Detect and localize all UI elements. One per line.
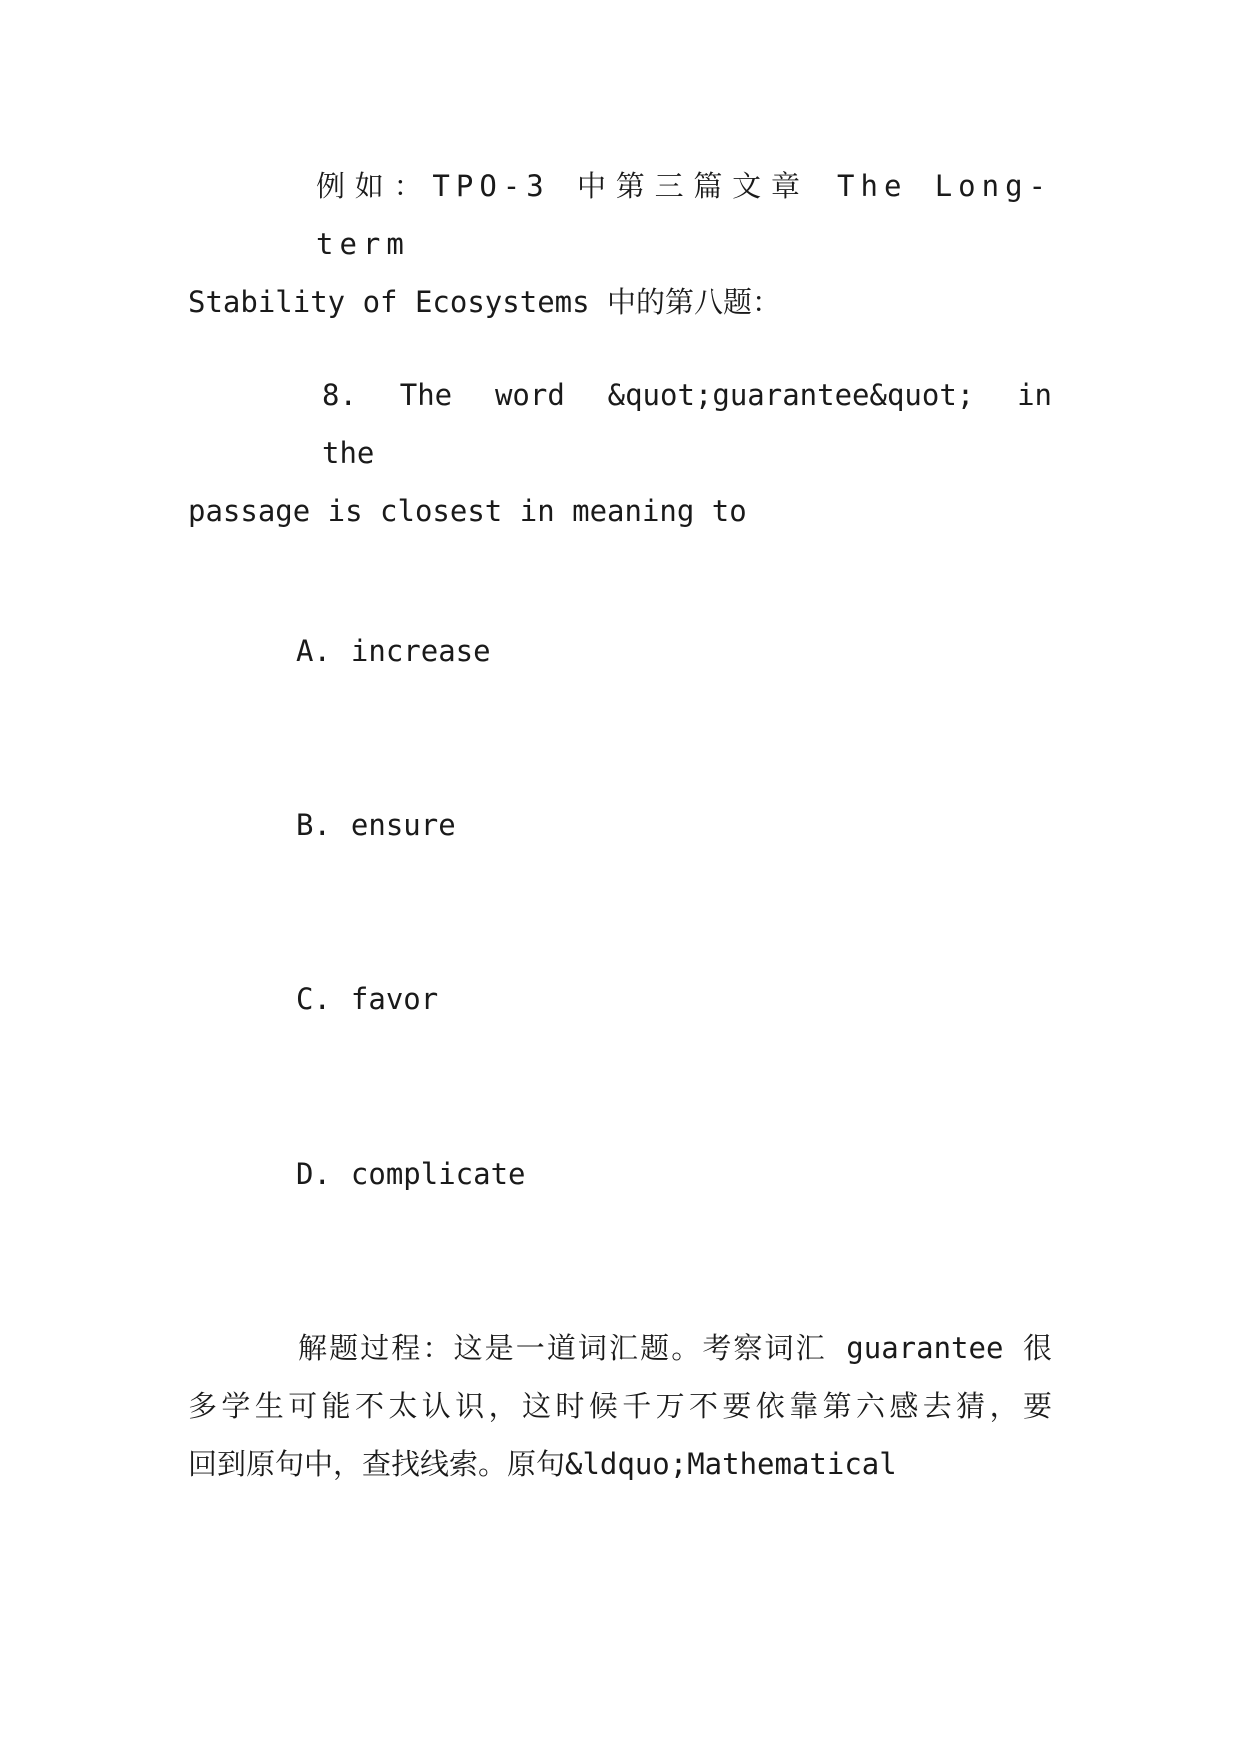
option-a-letter: A. xyxy=(296,634,331,668)
option-c-text: favor xyxy=(350,982,439,1016)
option-d-letter: D. xyxy=(296,1157,331,1191)
solution-line-1: 解题过程：这是一道词汇题。考察词汇 guarantee 很 xyxy=(298,1331,1052,1365)
option-a-text: increase xyxy=(350,634,491,668)
option-a xyxy=(296,622,491,680)
option-d xyxy=(296,1145,526,1203)
option-c-letter: C. xyxy=(296,982,331,1016)
question-line-1: 8. The word &quot;guarantee&quot; in the xyxy=(322,378,1052,470)
option-b-letter: B. xyxy=(296,808,331,842)
option-b xyxy=(296,796,456,854)
question-stem xyxy=(188,366,1052,540)
intro-line-2: Stability of Ecosystems 中的第八题： xyxy=(188,285,782,319)
question-line-2: passage is closest in meaning to xyxy=(188,494,747,528)
solution-paragraph xyxy=(188,1319,1052,1493)
solution-line-2: 多学生可能不太认识，这时候千万不要依靠第六感去猜，要 xyxy=(188,1389,1052,1423)
intro-paragraph xyxy=(188,157,1052,331)
option-c xyxy=(296,970,438,1028)
option-d-text: complicate xyxy=(350,1157,526,1191)
solution-line-3: 回到原句中，查找线索。原句&ldquo;Mathematical xyxy=(188,1447,897,1481)
intro-line-1: 例如：TPO-3 中第三篇文章 The Long-term xyxy=(316,169,1052,261)
option-b-text: ensure xyxy=(350,808,456,842)
